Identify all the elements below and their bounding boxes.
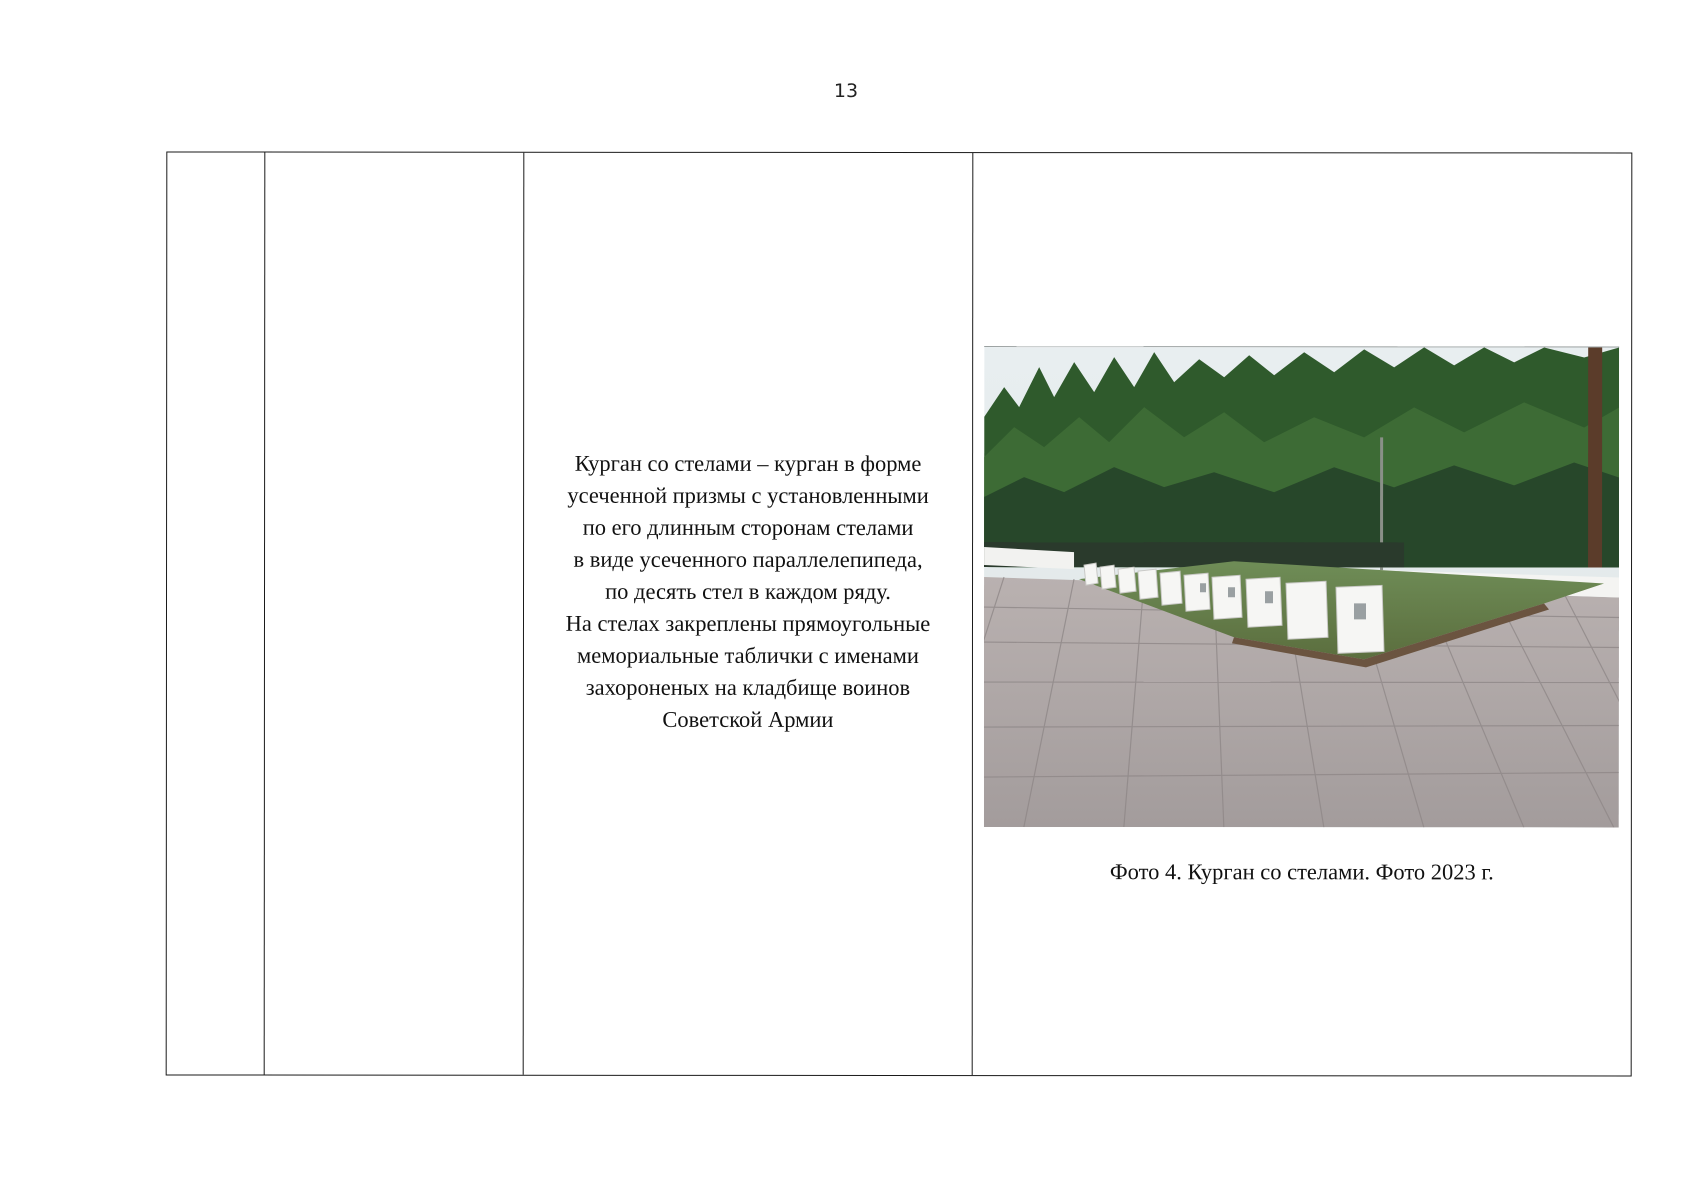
description-line: На стелах закреплены прямоугольные [565, 610, 931, 637]
table-cell-description [524, 153, 974, 1075]
table-cell-index [167, 152, 266, 1074]
description-line: в виде усеченного параллелепипеда, [573, 546, 923, 573]
description-line: захороненых на кладбище воинов [585, 674, 911, 701]
description-line: по его длинным сторонам стелами [582, 514, 914, 541]
table-cell-name [265, 153, 525, 1075]
photo-illustration [984, 347, 1619, 827]
memorial-photo [984, 346, 1619, 827]
page-number: 13 [833, 80, 859, 102]
document-table [166, 151, 1633, 1076]
table-cell-photo [973, 153, 1632, 1075]
description-line: по десять стел в каждом ряду. [605, 578, 891, 604]
description-line: Советской Армии [662, 706, 834, 732]
description-line: усеченной призмы с установленными [567, 482, 929, 509]
photo-caption: Фото 4. Курган со стелами. Фото 2023 г. [1109, 859, 1494, 885]
description-line: мемориальные таблички с именами [577, 642, 919, 669]
description-line: Курган со стелами – курган в форме [574, 450, 922, 477]
description-text [533, 448, 963, 736]
